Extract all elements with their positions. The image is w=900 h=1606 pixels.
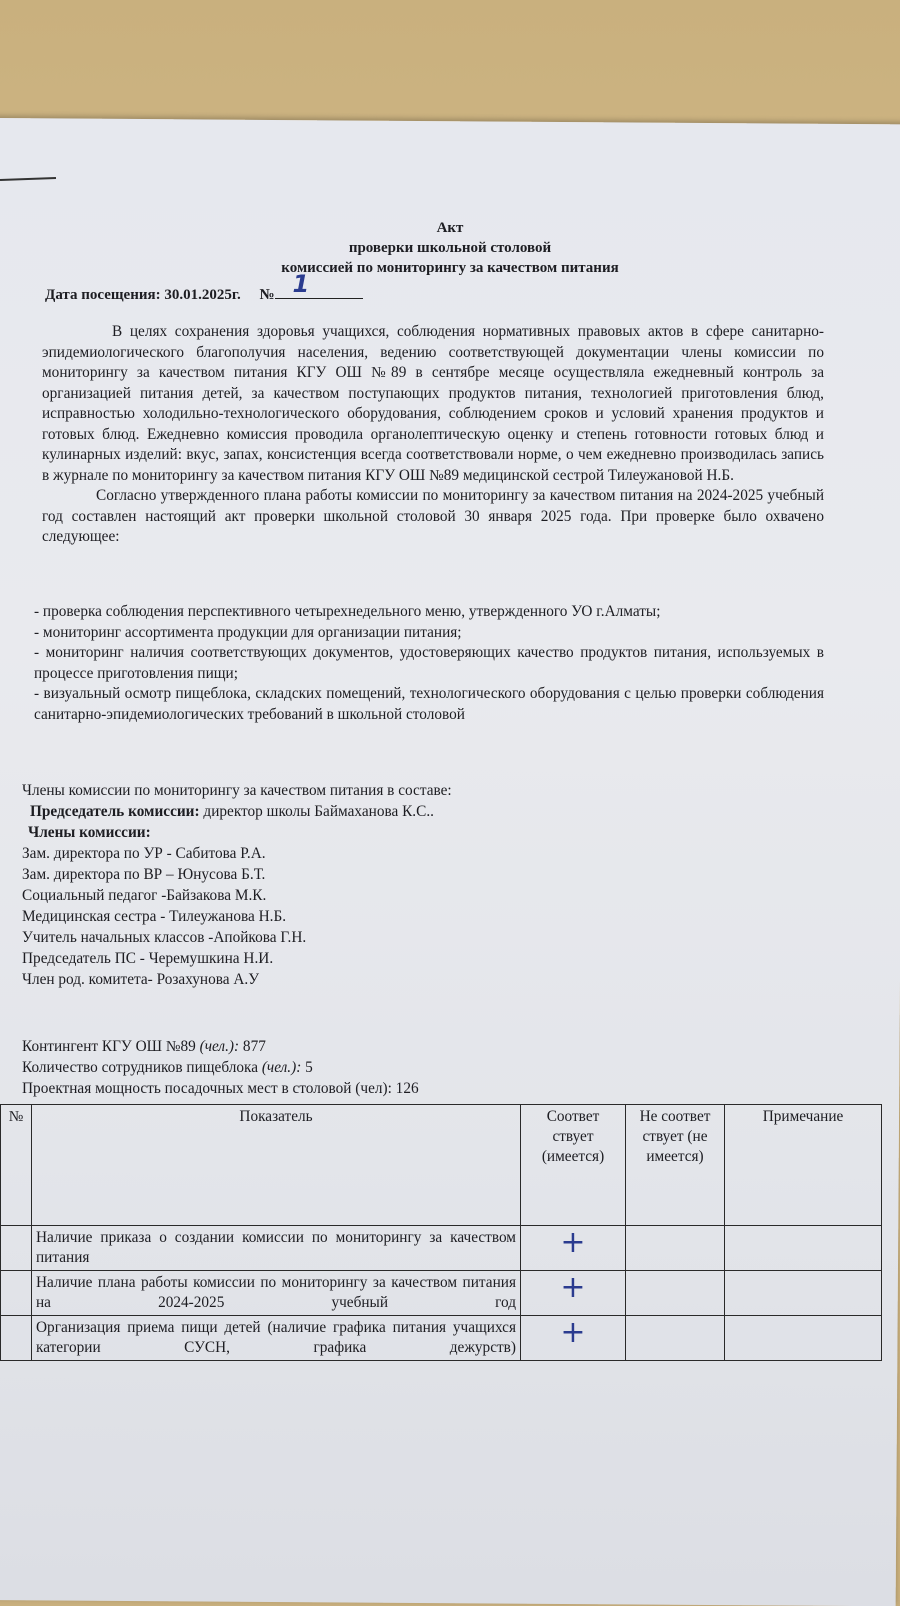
paragraph-2: Согласно утвержденного плана работы комиссии по мониторингу за качеством питания на 2024-2025 учебный год составлен настоящий акт проверки школьной столовой 30 января 2025 года. При проверке было охвачено следующее: xyxy=(42,487,824,545)
header-compliant: Соответ ствует (имеется) xyxy=(521,1105,626,1226)
table-header-row xyxy=(1,1105,882,1226)
member-item: Социальный педагог -Байзакова М.К. xyxy=(22,887,267,904)
intro-paragraph xyxy=(42,322,824,548)
table-row xyxy=(1,1226,882,1271)
chair-label: Председатель комиссии: xyxy=(30,803,200,820)
document-subtitle-1: проверки школьной столовой xyxy=(348,240,552,256)
table-row xyxy=(1,1316,882,1361)
document-title: Акт xyxy=(436,220,464,236)
compliant-cell xyxy=(521,1316,626,1361)
check-item: - визуальный осмотр пищеблока, складских помещений, технологического оборудования с целью проверки соблюдения санитарно-эпидемиологических требований в школьной столовой xyxy=(34,685,824,723)
member-item: Учитель начальных классов -Апойкова Г.Н. xyxy=(22,929,307,946)
staff-line: Количество сотрудников пищеблока (чел.): 5 xyxy=(22,1059,313,1076)
compliant-cell xyxy=(521,1271,626,1316)
noncompliant-cell xyxy=(626,1316,725,1361)
indicator-cell: Наличие плана работы комиссии по мониторингу за качеством питания на 2024-2025 учебный год xyxy=(32,1271,521,1316)
handwritten-plus: + xyxy=(560,1225,586,1260)
visit-date: Дата посещения: 30.01.2025г. xyxy=(45,287,241,303)
canteen-stats xyxy=(22,1036,842,1099)
compliant-cell xyxy=(521,1226,626,1271)
checks-list xyxy=(34,602,824,725)
number-field xyxy=(275,270,363,299)
member-item: Председатель ПС - Черемушкина Н.И. xyxy=(22,950,274,967)
seats-line: Проектная мощность посадочных мест в столовой (чел): 126 xyxy=(22,1080,419,1097)
note-cell xyxy=(725,1271,882,1316)
inspection-table xyxy=(0,1104,882,1361)
member-item: Зам. директора по ВР – Юнусова Б.Т. xyxy=(22,866,266,883)
header-indicator: Показатель xyxy=(32,1105,521,1226)
table-row xyxy=(1,1271,882,1316)
note-cell xyxy=(725,1316,882,1361)
number-label: № xyxy=(259,287,275,303)
members-intro: Члены комиссии по мониторингу за качеством питания в составе: xyxy=(22,782,452,799)
check-item: - мониторинг наличия соответствующих документов, удостоверяющих качество продуктов питания, используемых в процессе приготовления пищи; xyxy=(34,644,824,682)
chair-line xyxy=(22,801,842,822)
header-noncompliant: Не соответ ствует (не имеется) xyxy=(626,1105,725,1226)
noncompliant-cell xyxy=(626,1226,725,1271)
handwritten-plus: + xyxy=(560,1315,586,1350)
check-item: - мониторинг ассортимента продукции для организации питания; xyxy=(34,623,462,641)
commission-members xyxy=(22,780,842,990)
contingent-line: Контингент КГУ ОШ №89 (чел.): 877 xyxy=(22,1038,266,1055)
check-item: - проверка соблюдения перспективного четырехнедельного меню, утвержденного УО г.Алматы; xyxy=(34,603,661,620)
visit-line xyxy=(45,270,363,304)
chair-value: директор школы Баймаханова К.С.. xyxy=(199,803,434,820)
paragraph-1: В целях сохранения здоровья учащихся, соблюдения нормативных правовых актов в сфере санитарно-эпидемиологического благополучия населения, ведению соответствующей документации члены комиссии по мониторингу за качеством питания КГУ ОШ №89 в сентябре месяце осуществляла ежедневный контроль за организацией питания детей, за качеством поступающих продуктов питания, технологией приготовления блюд, исправностью холодильно-технологического оборудования, соблюдением сроков и условий хранения продуктов и готовых блюд. Ежедневно комиссия проводила органолептическую оценку и степень готовности готовых блюд и кулинарных изделий: вкус, запах, консистенция всегда соответствовали норме, о чем ежедневно производилась запись в журнале по мониторингу за качеством питания КГУ ОШ №89 медицинской сестрой Тилеужановой Н.Б. xyxy=(42,323,824,484)
member-item: Зам. директора по УР - Сабитова Р.А. xyxy=(22,845,266,862)
header-number: № xyxy=(1,1105,32,1226)
member-item: Член род. комитета- Розахунова А.У xyxy=(22,971,260,988)
document-subtitle-2: комиссией по мониторингу за качеством питания xyxy=(281,260,619,276)
indicator-cell: Наличие приказа о создании комиссии по мониторингу за качеством питания xyxy=(32,1226,521,1271)
header-note: Примечание xyxy=(725,1105,882,1226)
handwritten-plus: + xyxy=(560,1270,586,1305)
handwritten-number: 1 xyxy=(292,270,310,298)
members-label: Члены комиссии: xyxy=(28,824,151,841)
note-cell xyxy=(725,1226,882,1271)
noncompliant-cell xyxy=(626,1271,725,1316)
indicator-cell: Организация приема пищи детей (наличие графика питания учащихся категории СУСН, графика дежурств) xyxy=(32,1316,521,1361)
member-item: Медицинская сестра - Тилеужанова Н.Б. xyxy=(22,908,287,925)
